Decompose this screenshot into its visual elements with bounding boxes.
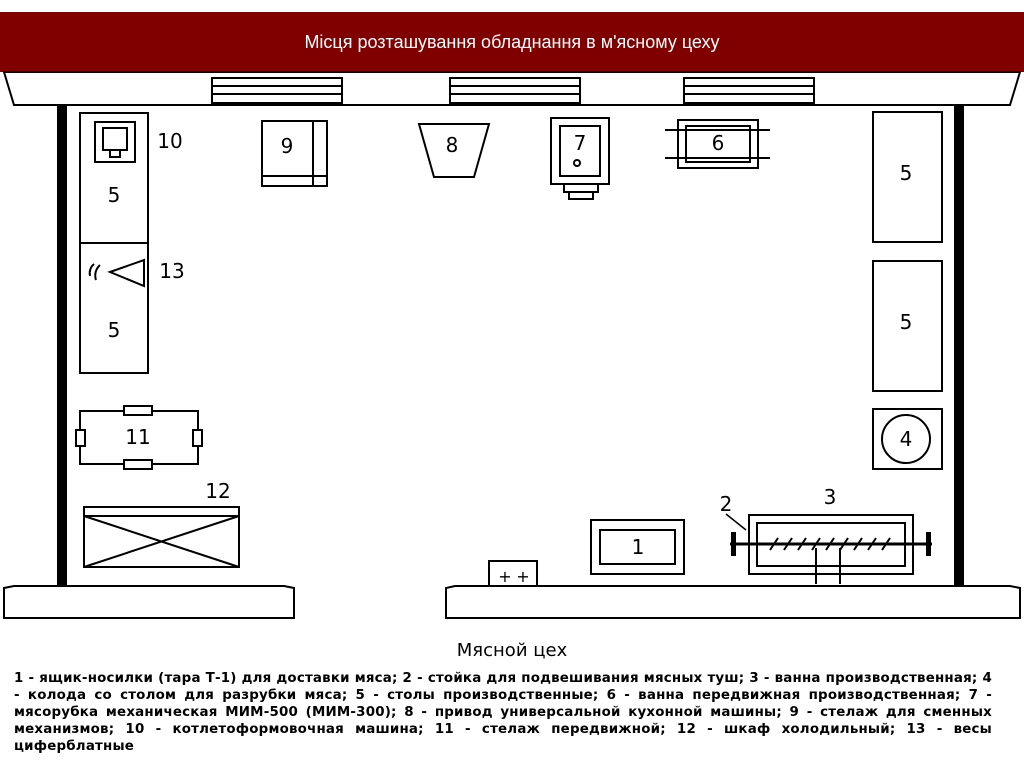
label-7: 7 [573,131,587,155]
label-5-left-top: 5 [107,183,121,207]
legend-text: 1 - ящик-носилки (тара Т-1) для доставки мяса; 2 - стойка для подвешивания мясных туш; 3 - ванна производственная; 4 - колода со столом для разрубки мяса; 5 - столы производственные; 6 - ванна передвижная производственная; 7 - мясорубка механическая МИМ-500 (МИМ-300); 8 - привод универсальной кухонной машины; 9 - стелаж для сменных механизмов; 10 - котлетоформовочная машина; 11 - стелаж передвижной; 12 - шкаф холодильный; 13 - весы циферблатные [14,671,992,754]
shelving-icon [262,121,327,186]
label-13: 13 [159,259,185,283]
label-1: 1 [631,535,645,559]
label-9: 9 [280,134,294,158]
svg-text:+: + [516,567,530,586]
label-10: 10 [157,129,183,153]
left-wall [57,106,67,586]
right-wall [954,106,964,586]
label-12: 12 [205,479,231,503]
bottom-wall-left [4,586,294,618]
label-5-right-bottom: 5 [899,310,913,334]
svg-text:+: + [498,567,512,586]
label-2: 2 [719,492,733,516]
bottom-wall-right [446,586,1020,618]
label-4: 4 [899,427,913,451]
label-8: 8 [445,133,459,157]
top-wall [4,72,1020,105]
refrigerator-icon [84,507,239,567]
label-11: 11 [125,425,151,449]
cutlet-forming-machine-icon [95,122,135,162]
diagram-caption: Мясной цех [456,640,568,661]
page-title: Місця розташування обладнання в м'ясному цеху [304,32,720,52]
label-3: 3 [823,485,837,509]
label-5-left-bottom: 5 [107,318,121,342]
label-6: 6 [711,131,725,155]
label-5-right-top: 5 [899,161,913,185]
socket-unit-icon [489,561,537,586]
